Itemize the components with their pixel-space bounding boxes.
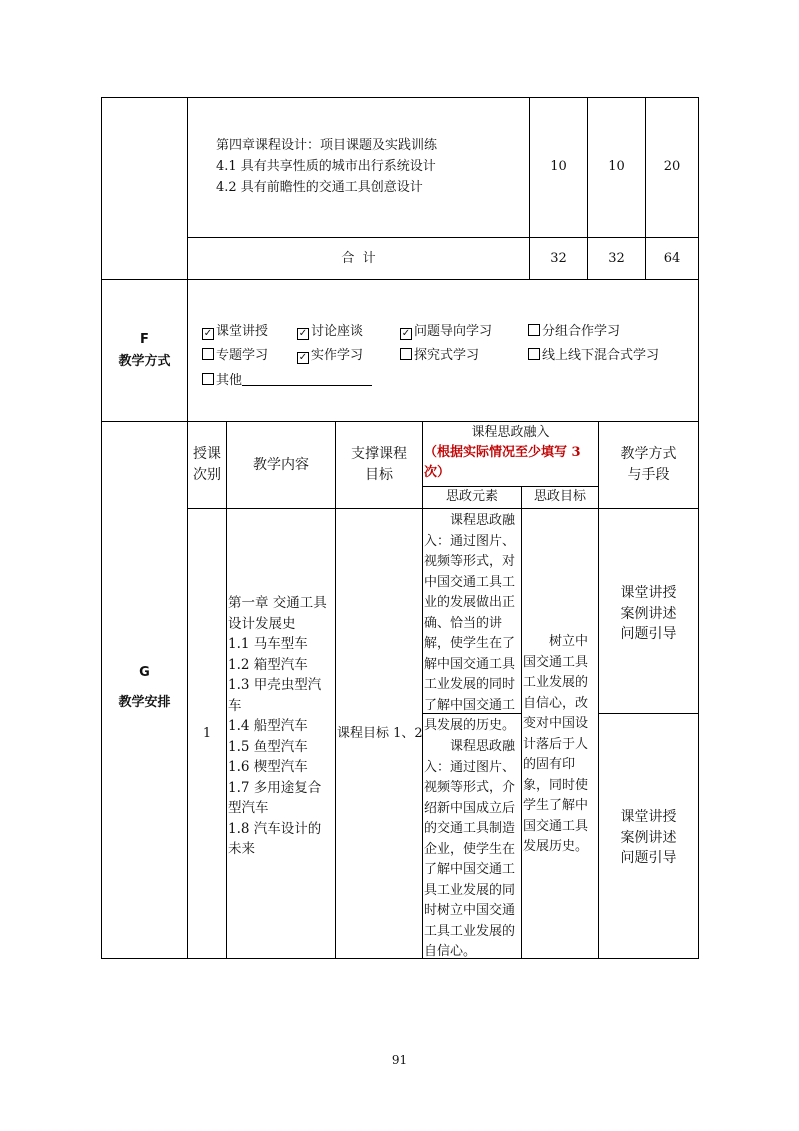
checkbox-checked-icon[interactable]: ✓ <box>203 328 213 339</box>
checkbox-empty-icon[interactable] <box>400 348 412 360</box>
total-hours-2: 32 <box>608 251 625 266</box>
ideology-element-2: 课程思政融入：通过图片、视频等形式，介绍新中国成立后的交通工具制造企业，使学生在了解中国交通工具工业发展的同时树立中国交通工具工业发展的自信心。 <box>424 739 516 959</box>
header-methods: 教学方式 与手段 <box>620 446 677 483</box>
method-option[interactable] <box>528 346 659 366</box>
session-number: 1 <box>202 726 212 741</box>
row-divider <box>187 237 699 238</box>
method-label: 其他 <box>216 373 243 388</box>
method-option[interactable] <box>202 322 268 342</box>
header-ideology: 课程思政融入 <box>471 425 550 440</box>
table-border-right <box>698 97 699 959</box>
method-cell-1: 课堂讲授 案例讲述 问题引导 <box>620 585 677 642</box>
chapter4-hours-3: 20 <box>663 159 681 174</box>
method-option[interactable] <box>400 346 479 366</box>
g-method-divider <box>598 713 699 714</box>
checkbox-empty-icon[interactable] <box>528 324 540 336</box>
method-option[interactable] <box>297 322 363 342</box>
section-g-title: 教学安排 <box>118 695 171 710</box>
header-ideology-note: （根据实际情况至少填写 3 次） <box>424 445 581 480</box>
chapter4-item: 4.2 具有前瞻性的交通工具创意设计 <box>216 180 423 195</box>
method-label: 专题学习 <box>216 348 269 363</box>
label-column-divider <box>187 97 188 959</box>
table-border-left <box>101 97 102 959</box>
other-fill-blank[interactable] <box>242 371 372 386</box>
method-label: 探究式学习 <box>414 348 480 363</box>
method-label: 分组合作学习 <box>542 324 621 339</box>
header-goals: 思政目标 <box>533 489 586 504</box>
method-label: 问题导向学习 <box>414 324 493 339</box>
method-option-other[interactable] <box>202 371 372 391</box>
section-divider <box>101 421 699 422</box>
header-session: 授课 次别 <box>193 446 221 483</box>
checkbox-checked-icon[interactable]: ✓ <box>298 352 308 363</box>
g-header-divider <box>187 508 699 509</box>
method-label: 讨论座谈 <box>311 324 364 339</box>
section-f-letter: F <box>140 332 149 347</box>
g-column-divider <box>335 421 336 959</box>
method-option[interactable] <box>297 346 363 366</box>
checkbox-checked-icon[interactable]: ✓ <box>298 328 308 339</box>
page-number: 91 <box>391 1053 408 1067</box>
section-f-title: 教学方式 <box>118 354 171 369</box>
method-label: 线上线下混合式学习 <box>542 348 660 363</box>
checkbox-checked-icon[interactable]: ✓ <box>401 328 411 339</box>
method-option[interactable] <box>528 322 620 342</box>
total-label: 合 计 <box>341 251 376 266</box>
method-option[interactable] <box>202 346 268 366</box>
section-g-letter: G <box>139 665 150 680</box>
method-cell-2: 课堂讲授 案例讲述 问题引导 <box>620 809 677 866</box>
ideology-goal: 树立中国交通工具工业发展的自信心，改变对中国设计落后于人的固有印象，同时使学生了解中国交通工具发展历史。 <box>523 634 589 854</box>
table-border-top <box>101 97 699 98</box>
header-objective: 支撑课程 目标 <box>351 446 407 483</box>
section-divider <box>101 279 699 280</box>
chapter4-hours-1: 10 <box>550 159 567 174</box>
method-option[interactable] <box>400 322 492 342</box>
header-content: 教学内容 <box>253 457 309 473</box>
method-label: 实作学习 <box>311 348 364 363</box>
table-border-bottom <box>101 958 699 959</box>
chapter4-hours-2: 10 <box>608 159 625 174</box>
chapter4-title: 第四章课程设计：项目课题及实践训练 <box>216 138 438 153</box>
total-hours-3: 64 <box>663 251 681 266</box>
ideology-element-1: 课程思政融入：通过图片、视频等形式，对中国交通工具工业的发展做出正确、恰当的讲解，使学生在了解中国交通工具工业发展的同时了解中国交通工具发展的历史。 <box>424 513 516 733</box>
checkbox-empty-icon[interactable] <box>528 348 540 360</box>
teaching-content: 第一章 交通工具 设计发展史 1.1 马车型车 1.2 箱型汽车 1.3 甲壳虫型汽 车 1.4 船型汽车 1.5 鱼型汽车 1.6 楔型汽车 1.7 多用途复合 型汽车 1.8 汽车设计的 未来 <box>228 595 327 857</box>
checkbox-empty-icon[interactable] <box>202 373 214 385</box>
supported-objective: 课程目标 1、2 <box>337 726 423 741</box>
total-hours-1: 32 <box>550 251 567 266</box>
header-elements: 思政元素 <box>445 489 498 504</box>
method-label: 课堂讲授 <box>216 324 269 339</box>
g-column-divider <box>226 421 227 959</box>
chapter4-item: 4.1 具有共享性质的城市出行系统设计 <box>216 159 436 174</box>
checkbox-empty-icon[interactable] <box>202 348 214 360</box>
